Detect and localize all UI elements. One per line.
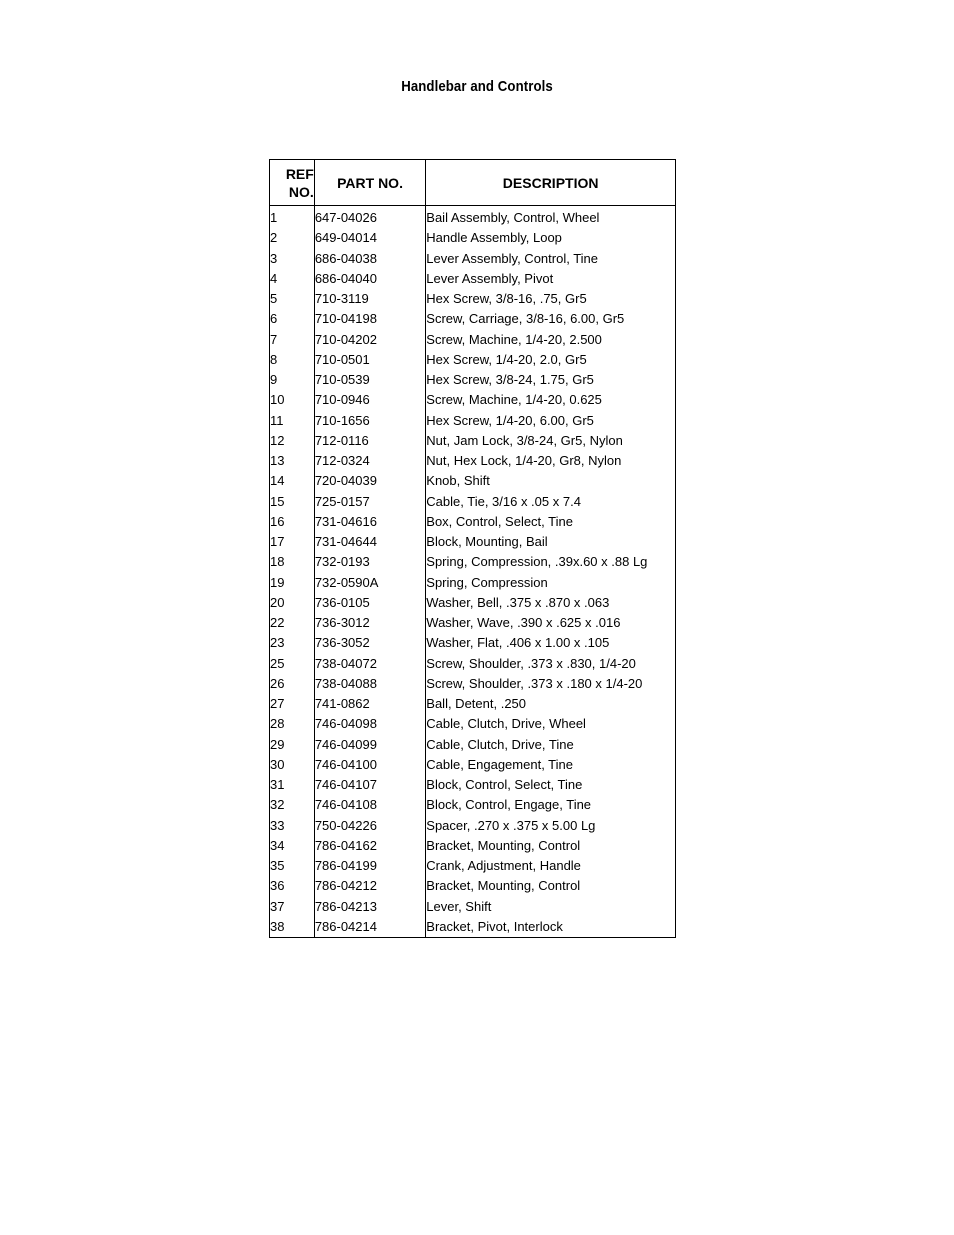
description-cell: Cable, Clutch, Drive, Wheel bbox=[426, 714, 676, 734]
part-number-cell: 786-04213 bbox=[314, 897, 425, 917]
description-cell: Hex Screw, 1/4-20, 6.00, Gr5 bbox=[426, 411, 676, 431]
ref-cell: 8 bbox=[270, 351, 278, 367]
table-row bbox=[270, 694, 676, 714]
table-row bbox=[270, 593, 676, 613]
header-description: DESCRIPTION bbox=[426, 160, 676, 206]
table-row bbox=[270, 897, 676, 917]
description-cell: Hex Screw, 1/4-20, 2.0, Gr5 bbox=[426, 350, 676, 370]
table-row bbox=[270, 492, 676, 512]
description-cell: Spring, Compression, .39x.60 x .88 Lg bbox=[426, 552, 676, 572]
ref-cell: 4 bbox=[270, 270, 278, 286]
part-number-cell: 786-04212 bbox=[314, 876, 425, 896]
table-row bbox=[270, 512, 676, 532]
parts-table bbox=[269, 159, 676, 938]
ref-cell: 35 bbox=[270, 858, 285, 874]
header-ref-no bbox=[270, 160, 315, 206]
ref-cell: 16 bbox=[270, 513, 285, 529]
ref-cell: 36 bbox=[270, 878, 285, 894]
table-row bbox=[270, 289, 676, 309]
description-cell: Bracket, Mounting, Control bbox=[426, 836, 676, 856]
part-number-cell: 738-04072 bbox=[314, 654, 425, 674]
table-row bbox=[270, 471, 676, 491]
part-number-cell: 746-04099 bbox=[314, 735, 425, 755]
ref-cell: 38 bbox=[270, 918, 285, 934]
table-row bbox=[270, 451, 676, 471]
table-header-row bbox=[270, 160, 676, 206]
part-number-cell: 738-04088 bbox=[314, 674, 425, 694]
ref-cell: 14 bbox=[270, 473, 285, 489]
part-number-cell: 786-04199 bbox=[314, 856, 425, 876]
ref-cell: 30 bbox=[270, 756, 285, 772]
table-row bbox=[270, 431, 676, 451]
part-number-cell: 725-0157 bbox=[314, 492, 425, 512]
ref-cell: 1 bbox=[270, 210, 278, 226]
header-ref-line2: NO. bbox=[288, 183, 314, 200]
table-row bbox=[270, 755, 676, 775]
table-row bbox=[270, 249, 676, 269]
part-number-cell: 736-0105 bbox=[314, 593, 425, 613]
description-cell: Cable, Clutch, Drive, Tine bbox=[426, 735, 676, 755]
description-cell: Screw, Carriage, 3/8-16, 6.00, Gr5 bbox=[426, 309, 676, 329]
description-cell: Cable, Tie, 3/16 x .05 x 7.4 bbox=[426, 492, 676, 512]
table-row bbox=[270, 269, 676, 289]
description-cell: Screw, Machine, 1/4-20, 0.625 bbox=[426, 390, 676, 410]
description-cell: Washer, Flat, .406 x 1.00 x .105 bbox=[426, 633, 676, 653]
ref-cell: 18 bbox=[270, 554, 285, 570]
description-cell: Washer, Bell, .375 x .870 x .063 bbox=[426, 593, 676, 613]
description-cell: Screw, Machine, 1/4-20, 2.500 bbox=[426, 330, 676, 350]
part-number-cell: 649-04014 bbox=[314, 228, 425, 248]
table-row bbox=[270, 674, 676, 694]
table-row bbox=[270, 350, 676, 370]
part-number-cell: 736-3012 bbox=[314, 613, 425, 633]
description-cell: Bracket, Mounting, Control bbox=[426, 876, 676, 896]
description-cell: Hex Screw, 3/8-16, .75, Gr5 bbox=[426, 289, 676, 309]
description-cell: Hex Screw, 3/8-24, 1.75, Gr5 bbox=[426, 370, 676, 390]
part-number-cell: 647-04026 bbox=[314, 206, 425, 229]
ref-cell: 29 bbox=[270, 736, 285, 752]
part-number-cell: 686-04038 bbox=[314, 249, 425, 269]
description-cell: Screw, Shoulder, .373 x .180 x 1/4-20 bbox=[426, 674, 676, 694]
table-row bbox=[270, 411, 676, 431]
description-cell: Nut, Hex Lock, 1/4-20, Gr8, Nylon bbox=[426, 451, 676, 471]
table-row bbox=[270, 795, 676, 815]
table-row bbox=[270, 714, 676, 734]
ref-cell: 34 bbox=[270, 837, 285, 853]
ref-cell: 37 bbox=[270, 898, 285, 914]
ref-cell: 7 bbox=[270, 331, 278, 347]
ref-cell: 32 bbox=[270, 797, 285, 813]
part-number-cell: 732-0590A bbox=[314, 573, 425, 593]
description-cell: Bracket, Pivot, Interlock bbox=[426, 917, 676, 938]
ref-cell: 10 bbox=[270, 392, 285, 408]
part-number-cell: 712-0324 bbox=[314, 451, 425, 471]
part-number-cell: 736-3052 bbox=[314, 633, 425, 653]
part-number-cell: 710-04202 bbox=[314, 330, 425, 350]
ref-cell: 17 bbox=[270, 534, 285, 550]
table-row bbox=[270, 816, 676, 836]
table-row bbox=[270, 856, 676, 876]
table-row bbox=[270, 775, 676, 795]
page-title: Handlebar and Controls bbox=[401, 78, 553, 95]
description-cell: Block, Mounting, Bail bbox=[426, 532, 676, 552]
description-cell: Lever, Shift bbox=[426, 897, 676, 917]
description-cell: Bail Assembly, Control, Wheel bbox=[426, 206, 676, 229]
ref-cell: 23 bbox=[270, 635, 285, 651]
description-cell: Lever Assembly, Pivot bbox=[426, 269, 676, 289]
ref-cell: 25 bbox=[270, 655, 285, 671]
ref-cell: 6 bbox=[270, 311, 278, 327]
table-row bbox=[270, 228, 676, 248]
description-cell: Crank, Adjustment, Handle bbox=[426, 856, 676, 876]
ref-cell: 2 bbox=[270, 230, 278, 246]
description-cell: Ball, Detent, .250 bbox=[426, 694, 676, 714]
part-number-cell: 731-04616 bbox=[314, 512, 425, 532]
part-number-cell: 746-04108 bbox=[314, 795, 425, 815]
ref-cell: 15 bbox=[270, 493, 285, 509]
description-cell: Handle Assembly, Loop bbox=[426, 228, 676, 248]
ref-cell: 28 bbox=[270, 716, 285, 732]
ref-cell: 19 bbox=[270, 574, 285, 590]
table-row bbox=[270, 654, 676, 674]
part-number-cell: 710-3119 bbox=[314, 289, 425, 309]
part-number-cell: 686-04040 bbox=[314, 269, 425, 289]
ref-cell: 31 bbox=[270, 777, 285, 793]
description-cell: Lever Assembly, Control, Tine bbox=[426, 249, 676, 269]
part-number-cell: 746-04100 bbox=[314, 755, 425, 775]
ref-cell: 11 bbox=[270, 412, 284, 428]
part-number-cell: 710-0946 bbox=[314, 390, 425, 410]
description-cell: Washer, Wave, .390 x .625 x .016 bbox=[426, 613, 676, 633]
part-number-cell: 710-0501 bbox=[314, 350, 425, 370]
part-number-cell: 746-04098 bbox=[314, 714, 425, 734]
description-cell: Screw, Shoulder, .373 x .830, 1/4-20 bbox=[426, 654, 676, 674]
ref-cell: 13 bbox=[270, 453, 285, 469]
table-row bbox=[270, 917, 676, 938]
ref-cell: 9 bbox=[270, 372, 278, 388]
description-cell: Block, Control, Select, Tine bbox=[426, 775, 676, 795]
table-row bbox=[270, 613, 676, 633]
description-cell: Box, Control, Select, Tine bbox=[426, 512, 676, 532]
part-number-cell: 750-04226 bbox=[314, 816, 425, 836]
part-number-cell: 731-04644 bbox=[314, 532, 425, 552]
ref-cell: 5 bbox=[270, 291, 278, 307]
header-ref-line1: REF bbox=[285, 165, 314, 182]
description-cell: Cable, Engagement, Tine bbox=[426, 755, 676, 775]
description-cell: Nut, Jam Lock, 3/8-24, Gr5, Nylon bbox=[426, 431, 676, 451]
ref-cell: 26 bbox=[270, 675, 285, 691]
part-number-cell: 786-04162 bbox=[314, 836, 425, 856]
part-number-cell: 710-1656 bbox=[314, 411, 425, 431]
part-number-cell: 710-04198 bbox=[314, 309, 425, 329]
part-number-cell: 720-04039 bbox=[314, 471, 425, 491]
ref-cell: 20 bbox=[270, 594, 285, 610]
table-row bbox=[270, 573, 676, 593]
description-cell: Spacer, .270 x .375 x 5.00 Lg bbox=[426, 816, 676, 836]
table-row bbox=[270, 552, 676, 572]
part-number-cell: 741-0862 bbox=[314, 694, 425, 714]
ref-cell: 3 bbox=[270, 250, 278, 266]
part-number-cell: 712-0116 bbox=[314, 431, 425, 451]
table-row bbox=[270, 370, 676, 390]
table-row bbox=[270, 532, 676, 552]
table-row bbox=[270, 633, 676, 653]
ref-cell: 12 bbox=[270, 432, 285, 448]
header-part-no: PART NO. bbox=[314, 160, 425, 206]
part-number-cell: 732-0193 bbox=[314, 552, 425, 572]
table-row bbox=[270, 330, 676, 350]
ref-cell: 33 bbox=[270, 817, 285, 833]
table-row bbox=[270, 876, 676, 896]
part-number-cell: 786-04214 bbox=[314, 917, 425, 938]
description-cell: Block, Control, Engage, Tine bbox=[426, 795, 676, 815]
ref-cell: 22 bbox=[270, 615, 285, 631]
ref-cell: 27 bbox=[270, 696, 285, 712]
description-cell: Knob, Shift bbox=[426, 471, 676, 491]
table-row bbox=[270, 836, 676, 856]
table-row bbox=[270, 309, 676, 329]
table-row bbox=[270, 390, 676, 410]
table-body bbox=[270, 206, 676, 938]
table-row bbox=[270, 206, 676, 229]
description-cell: Spring, Compression bbox=[426, 573, 676, 593]
part-number-cell: 710-0539 bbox=[314, 370, 425, 390]
part-number-cell: 746-04107 bbox=[314, 775, 425, 795]
table-row bbox=[270, 735, 676, 755]
